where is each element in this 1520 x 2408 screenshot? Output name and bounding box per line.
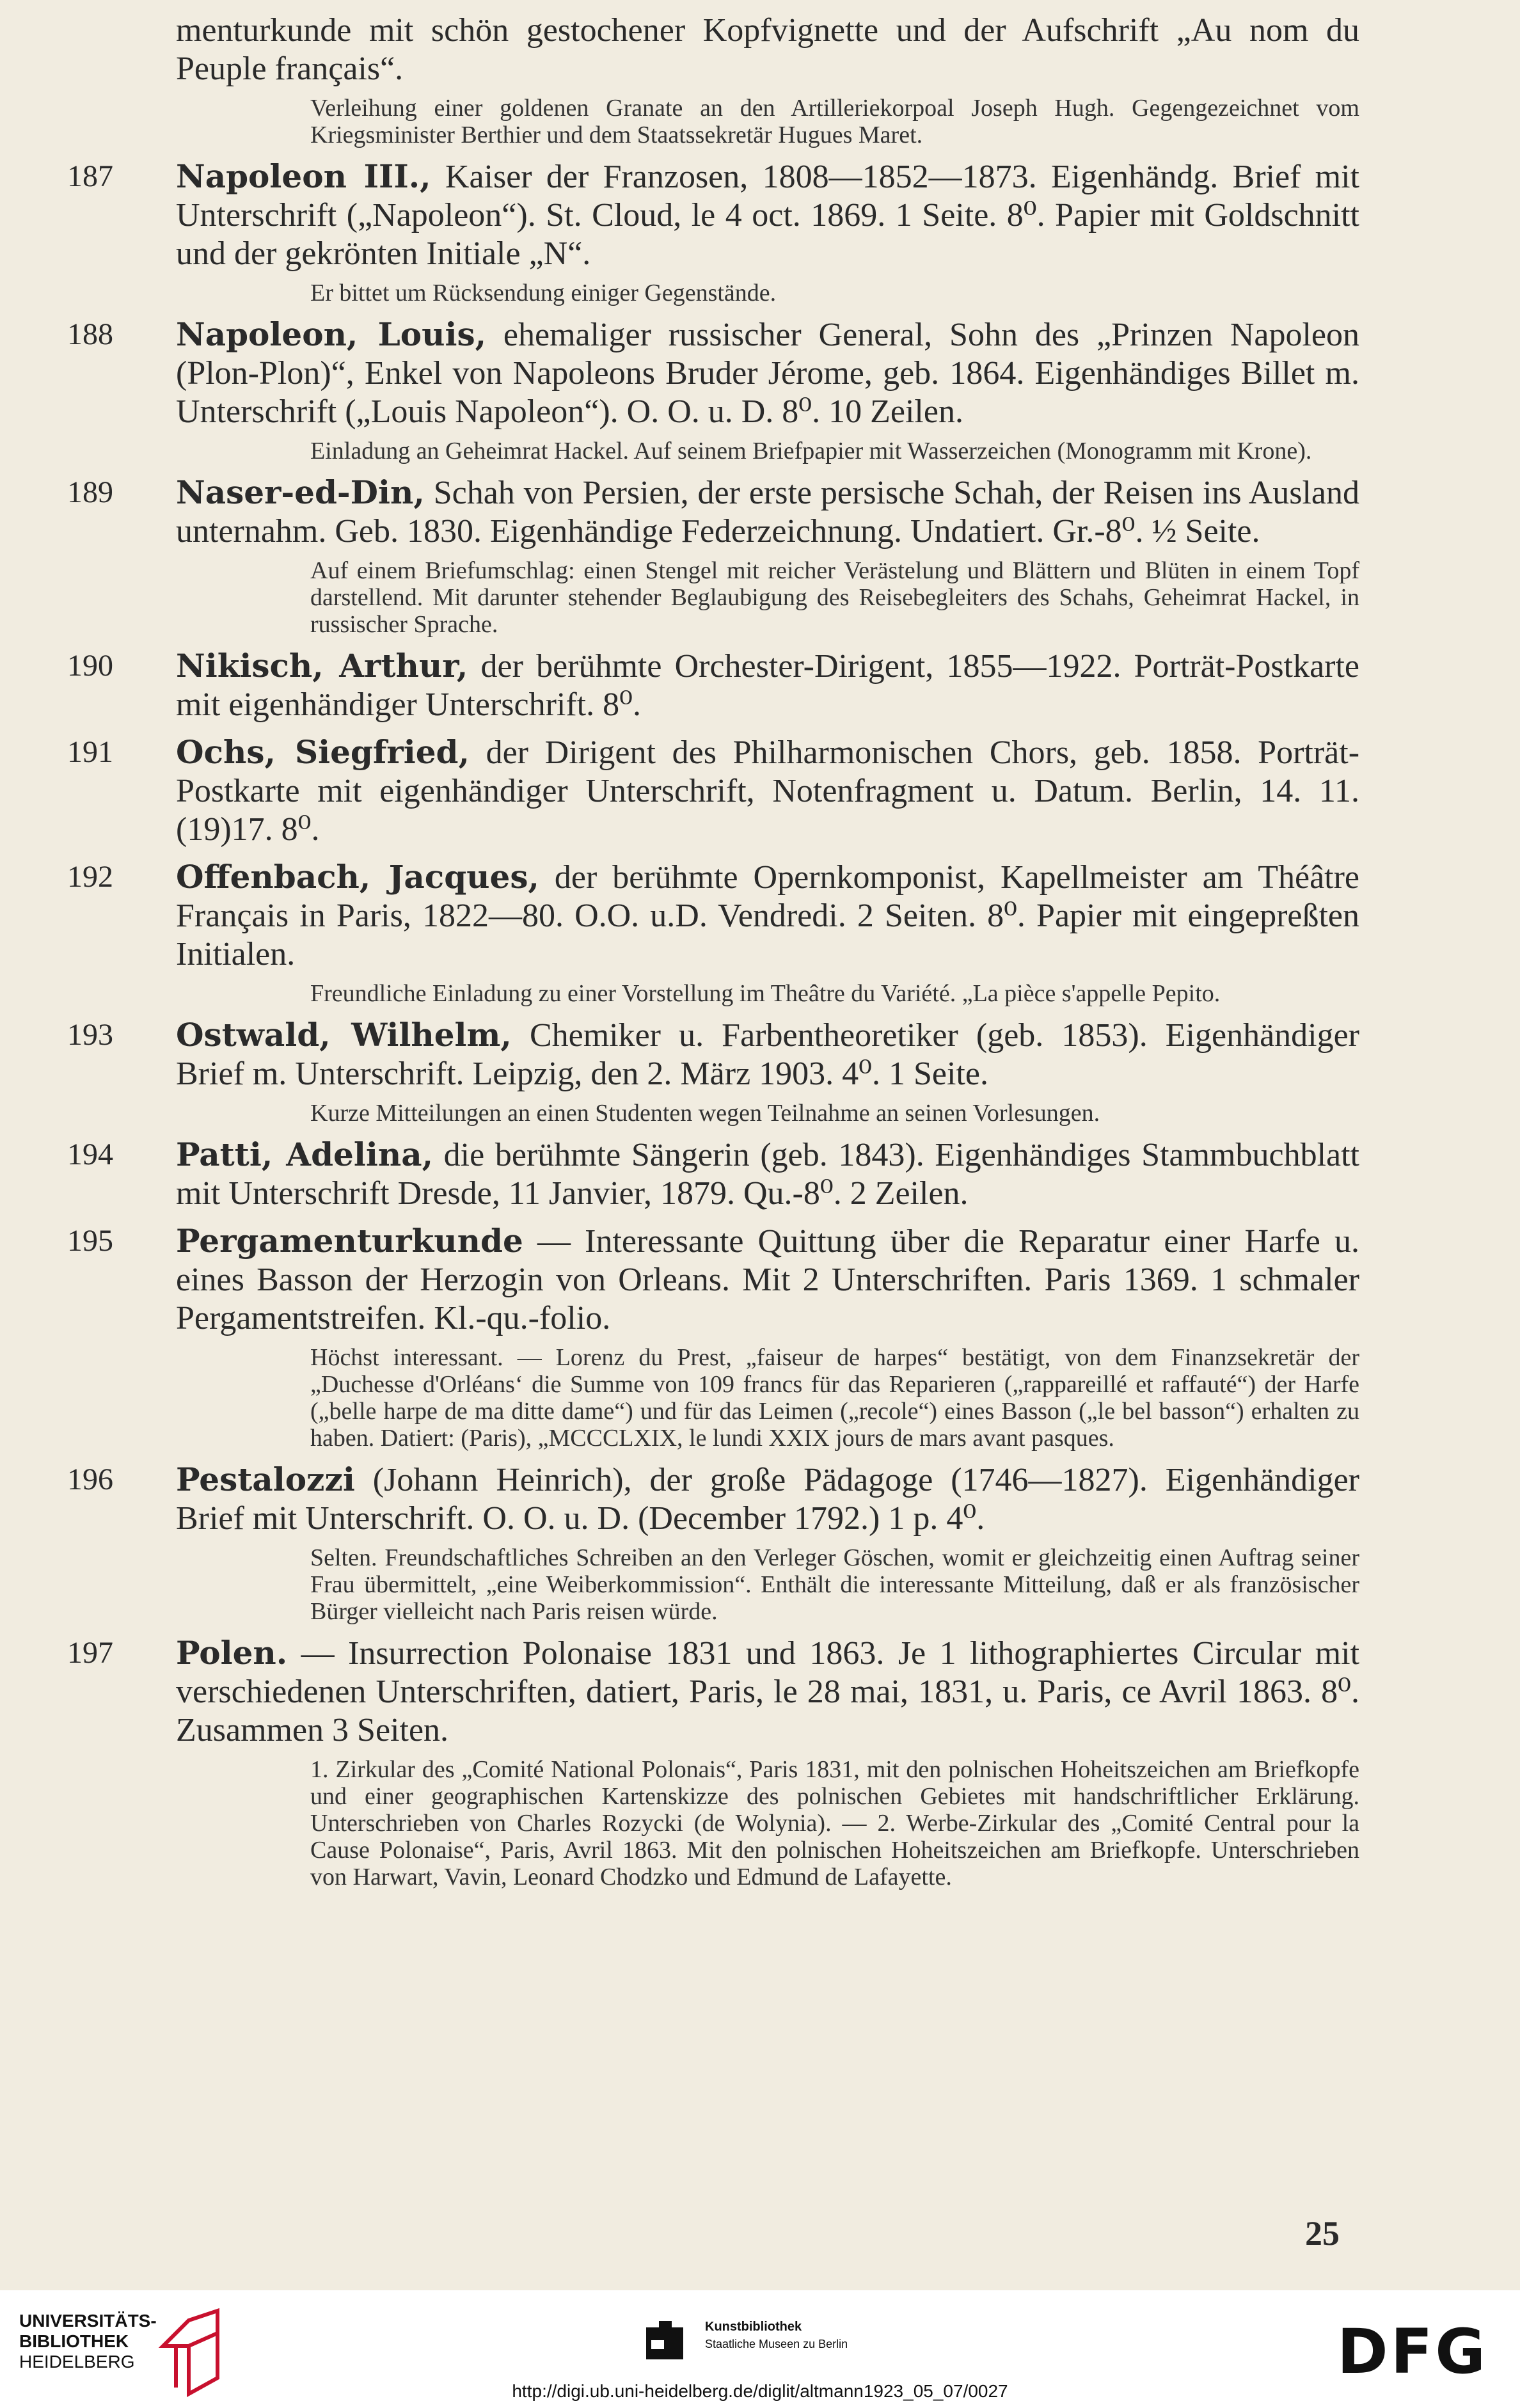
catalog-entry: [67, 473, 1360, 638]
catalog-entry: [67, 1461, 1359, 1625]
entry-list: [67, 157, 1360, 1890]
entry-note: Höchst interessant. — Lorenz du Prest, „faiseur de harpes“ bestätigt, von dem Finanzsekretär der „Duchesse d'Orléans‘ die Summe von 109 francs für das Reparieren („rappareillé et raffauté“) der Harfe („belle harpe de ma ditte dame“) und für das Leimen („recole“) eines Basson („le bel basson“) erhalten zu haben. Datiert: (Paris), „MCCCLXIX, le lundi XXIX jours de mars avant pasques.: [310, 1344, 1359, 1452]
entry-number: 188: [67, 317, 113, 351]
entry-note: Selten. Freundschaftliches Schreiben an den Verleger Göschen, womit er gleichzeitig einen Auftrag seiner Frau übermittelt, „eine Weiberkommission“. Enthält die interessante Mitteilung, daß er als französischer Bürger vielleicht nach Paris reisen würde.: [310, 1544, 1359, 1625]
ub-line-3: HEIDELBERG: [19, 2352, 135, 2372]
entry-name: Offenbach, Jacques,: [176, 858, 539, 896]
entry-note: Freundliche Einladung zu einer Vorstellung im Theâtre du Variété. „La pièce s'appelle Pepito.: [310, 980, 1221, 1007]
intro-note: Verleihung einer goldenen Granate an den Artilleriekorpoal Joseph Hugh. Gegengezeichnet vom Kriegsminister Berthier und dem Staatssekretär Hugues Maret.: [310, 95, 1359, 148]
entry-number: 189: [67, 475, 113, 509]
entry-number: 193: [67, 1018, 113, 1052]
entry-number: 187: [67, 159, 113, 193]
kunstbibliothek-logo[interactable]: [646, 2316, 902, 2373]
entry-number: 191: [67, 735, 113, 769]
catalog-entry: [67, 1222, 1359, 1452]
catalog-entry: [67, 858, 1360, 1007]
entry-name: Pestalozzi: [176, 1461, 355, 1498]
ub-line-2: BIBLIOTHEK: [19, 2331, 129, 2351]
entry-name: Patti, Adelina,: [176, 1136, 434, 1173]
entry-text: der berühmte Opernkomponist, Kapellmeister am Théâtre Français in Paris, 1822—80. O.O. u.D. Vendredi. 2 Seiten. 8⁰. Papier mit eingepreßten Initialen.: [176, 859, 1360, 972]
entry-number: 190: [67, 649, 113, 683]
entry-text: — Interessante Quittung über die Reparatur einer Harfe u. eines Basson der Herzogin von Orleans. Mit 2 Unterschriften. Paris 1369. 1 schmaler Pergamentstreifen. Kl.-qu.-folio.: [176, 1223, 1359, 1336]
catalog-entry: [67, 315, 1359, 464]
catalog-entry: [67, 733, 1360, 849]
intro-lead: menturkunde mit schön gestochener Kopfvignette und der Aufschrift „Au nom du Peuple français“.: [176, 12, 1359, 87]
footer-bar: [0, 2290, 1520, 2408]
source-url[interactable]: http://digi.ub.uni-heidelberg.de/diglit/altmann1923_05_07/0027: [512, 2381, 1008, 2401]
entry-note: Auf einem Briefumschlag: einen Stengel mit reicher Verästelung und Blättern und Blüten in einem Topf darstellend. Mit darunter stehender Beglaubigung des Reisebegleiters des Schahs, Geheimrat Hackel, in russischer Sprache.: [310, 557, 1359, 638]
catalog-entry: [67, 1016, 1359, 1127]
catalog-entry: [67, 1634, 1360, 1890]
catalog-entry: [67, 157, 1359, 306]
page-number: 25: [1305, 2214, 1340, 2253]
page-content: [67, 12, 1360, 1899]
entry-text: Schah von Persien, der erste persische Schah, der Reisen ins Ausland unternahm. Geb. 1830. Eigenhändige Federzeichnung. Undatiert. Gr.-8⁰. ½ Seite.: [176, 475, 1360, 550]
kb-subtitle: Staatliche Museen zu Berlin: [705, 2338, 848, 2350]
entry-number: 196: [67, 1462, 113, 1496]
entry-text: die berühmte Sängerin (geb. 1843). Eigenhändiges Stammbuchblatt mit Unterschrift Dresde, 11 Janvier, 1879. Qu.-8⁰. 2 Zeilen.: [176, 1137, 1359, 1212]
entry-text: der berühmte Orchester-Dirigent, 1855—1922. Porträt-Postkarte mit eigenhändiger Unterschrift. 8⁰.: [176, 648, 1359, 723]
entry-name: Naser-ed-Din,: [176, 473, 425, 511]
entry-text: — Insurrection Polonaise 1831 und 1863. Je 1 lithographiertes Circular mit verschiedenen Unterschriften, datiert, Paris, le 28 mai, 1831, u. Paris, ce Avril 1863. 8⁰. Zusammen 3 Seiten.: [176, 1635, 1360, 1748]
entry-text: Kaiser der Franzosen, 1808—1852—1873. Eigenhändg. Brief mit Unterschrift („Napoleon“). St. Cloud, le 4 oct. 1869. 1 Seite. 8⁰. Papier mit Goldschnitt und der gekrönten Initiale „N“.: [176, 159, 1359, 272]
catalog-entry: [67, 1136, 1359, 1213]
entry-text: (Johann Heinrich), der große Pädagoge (1746—1827). Eigenhändiger Brief mit Unterschrift. O. O. u. D. (December 1792.) 1 p. 4⁰.: [176, 1462, 1359, 1537]
entry-name: Napoleon III.,: [176, 157, 431, 195]
entry-name: Polen.: [176, 1634, 288, 1672]
entry-note: Einladung an Geheimrat Hackel. Auf seinem Briefpapier mit Wasserzeichen (Monogramm mit Krone).: [310, 438, 1312, 464]
entry-name: Pergamenturkunde: [176, 1222, 523, 1260]
catalog-entry: [67, 647, 1359, 724]
entry-name: Ostwald, Wilhelm,: [176, 1016, 512, 1054]
entry-name: Ochs, Siegfried,: [176, 733, 470, 771]
entry-number: 195: [67, 1224, 113, 1258]
entry-text: der Dirigent des Philharmonischen Chors, geb. 1858. Porträt-Postkarte mit eigenhändiger Unterschrift, Notenfragment u. Datum. Berlin, 14. 11. (19)17. 8⁰.: [176, 734, 1360, 848]
entry-note: Kurze Mitteilungen an einen Studenten wegen Teilnahme an seinen Vorlesungen.: [310, 1100, 1100, 1127]
entry-number: 197: [67, 1636, 113, 1670]
entry-note: Er bittet um Rücksendung einiger Gegenstände.: [310, 280, 777, 306]
entry-text: ehemaliger russischer General, Sohn des „Prinzen Napoleon (Plon-Plon)“, Enkel von Napoleons Bruder Jérome, geb. 1864. Eigenhändiges Billet m. Unterschrift („Louis Napoleon“). O. O. u. D. 8⁰. 10 Zeilen.: [176, 317, 1359, 430]
ub-line-1: UNIVERSITÄTS-: [19, 2311, 157, 2331]
entry-number: 192: [67, 860, 113, 894]
entry-name: Napoleon, Louis,: [176, 315, 487, 353]
dfg-logo[interactable]: DFG: [1337, 2316, 1489, 2388]
kb-mark-icon: [646, 2321, 697, 2366]
kb-title: Kunstbibliothek: [705, 2320, 802, 2334]
entry-number: 194: [67, 1137, 113, 1171]
entry-name: Nikisch, Arthur,: [176, 647, 468, 685]
entry-note: 1. Zirkular des „Comité National Polonais“, Paris 1831, mit den polnischen Hoheitszeichen am Briefkopfe und einer geographischen Kartenskizze des polnischen Gebietes mit handschriftlicher Erklärung. Unterschrieben von Charles Rozycki (de Wolynia). — 2. Werbe-Zirkular des „Comité Central pour la Cause Polonaise“, Paris, Avril 1863. Mit den polnischen Hoheitszeichen am Briefkopfe. Unterschrieben von Harwart, Vavin, Leonard Chodzko und Edmund de Lafayette.: [310, 1756, 1359, 1890]
entry-text: Chemiker u. Farbentheoretiker (geb. 1853). Eigenhändiger Brief m. Unterschrift. Leipzig, den 2. März 1903. 4⁰. 1 Seite.: [176, 1017, 1359, 1092]
